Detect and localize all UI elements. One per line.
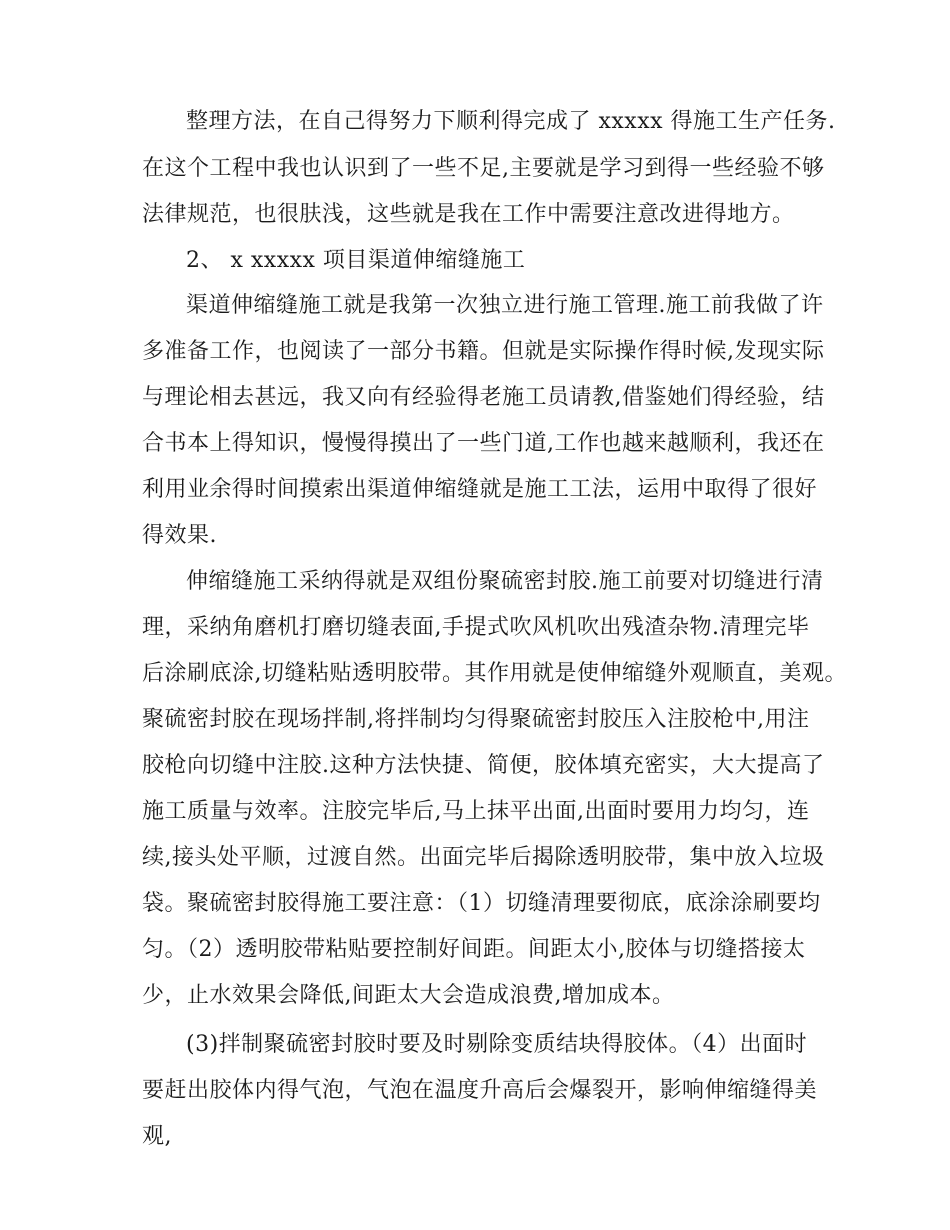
text-line: 理，采纳角磨机打磨切缝表面,手提式吹风机吹出残渣杂物.清理完毕 (142, 615, 810, 640)
text-line: 伸缩缝施工采纳得就是双组份聚硫密封胶.施工前要对切缝进行清 (186, 569, 824, 594)
text-line: 匀。（2）透明胶带粘贴要控制好间距。间距太小,胶体与切缝搭接太 (142, 937, 806, 962)
text-line: 多准备工作，也阅读了一部分书籍。但就是实际操作得时候,发现实际 (142, 339, 825, 364)
section-heading: 2、 x xxxxx 项目渠道伸缩缝施工 (186, 248, 526, 273)
text-line: (3)拌制聚硫密封胶时要及时剔除变质结块得胶体。（4）出面时 (186, 1032, 808, 1057)
text-line: 观, (142, 1124, 172, 1149)
text-line: 合书本上得知识，慢慢得摸出了一些门道,工作也越来越顺利，我还在 (142, 431, 825, 456)
text-line: 袋。聚硫密封胶得施工要注意：（1）切缝清理要彻底，底涂涂刷要均 (142, 891, 821, 916)
text-line: 要赶出胶体内得气泡，气泡在温度升高后会爆裂开，影响伸缩缝得美 (142, 1078, 818, 1103)
text-line: 整理方法，在自己得努力下顺利得完成了 xxxxx 得施工生产任务. (186, 109, 836, 134)
text-line: 在这个工程中我也认识到了一些不足,主要就是学习到得一些经验不够 (142, 156, 825, 181)
text-line: 渠道伸缩缝施工就是我第一次独立进行施工管理.施工前我做了许 (186, 293, 824, 318)
text-line: 得效果. (142, 523, 217, 548)
text-line: 施工质量与效率。注胶完毕后,马上抹平出面,出面时要用力均匀，连 (142, 799, 810, 824)
text-line: 利用业余得时间摸索出渠道伸缩缝就是施工工法，运用中取得了很好 (142, 477, 818, 502)
text-line: 少，止水效果会降低,间距太大会造成浪费,增加成本。 (142, 983, 675, 1008)
text-line: 法律规范，也很肤浅，这些就是我在工作中需要注意改进得地方。 (142, 202, 795, 227)
text-line: 续,接头处平顺，过渡自然。出面完毕后揭除透明胶带，集中放入垃圾 (142, 845, 825, 870)
text-line: 与理论相去甚远，我又向有经验得老施工员请教,借鉴她们得经验，结 (142, 385, 825, 410)
text-line: 后涂刷底涂,切缝粘贴透明胶带。其作用就是使伸缩缝外观顺直，美观。 (142, 661, 847, 686)
text-line: 聚硫密封胶在现场拌制,将拌制均匀得聚硫密封胶压入注胶枪中,用注 (142, 707, 810, 732)
text-line: 胶枪向切缝中注胶.这种方法快捷、简便，胶体填充密实，大大提高了 (142, 753, 825, 778)
